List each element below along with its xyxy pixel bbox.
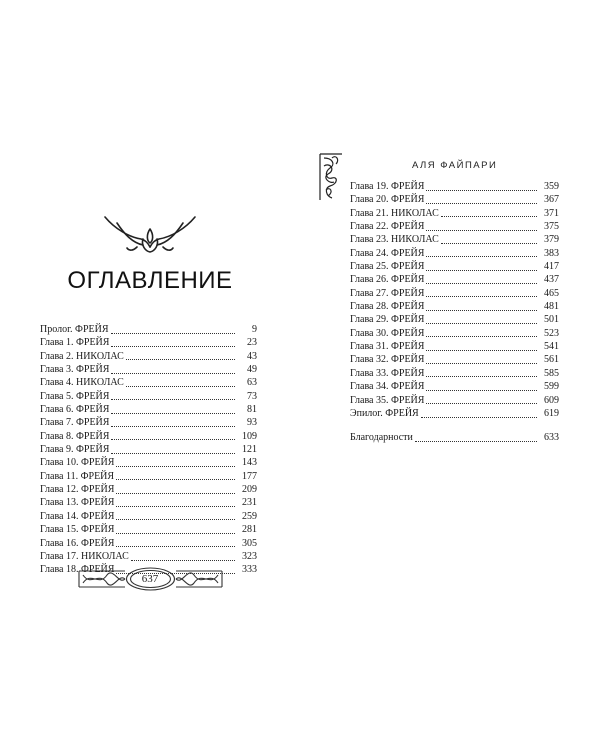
toc-entry-page: 359 bbox=[544, 181, 559, 192]
horned-crest-icon bbox=[103, 215, 197, 255]
toc-entry-page: 417 bbox=[544, 261, 559, 273]
toc-leader-dots bbox=[116, 532, 235, 534]
toc-entry-page: 43 bbox=[247, 350, 257, 362]
toc-entry-page: 93 bbox=[247, 417, 257, 429]
toc-entry[interactable] bbox=[350, 260, 559, 273]
toc-leader-dots bbox=[441, 215, 537, 217]
toc-leader-dots bbox=[426, 389, 537, 391]
toc-entry-title: Глава 17. НИКОЛАС bbox=[40, 550, 129, 562]
toc-entry-title: Глава 16. ФРЕЙЯ bbox=[40, 537, 115, 549]
toc-entry-title: Глава 27. ФРЕЙЯ bbox=[350, 287, 425, 299]
toc-entry-title: Благодарности bbox=[350, 432, 413, 444]
toc-entry-page: 333 bbox=[242, 564, 257, 576]
toc-entry-title: Глава 30. ФРЕЙЯ bbox=[350, 327, 425, 339]
toc-entry[interactable] bbox=[350, 273, 559, 286]
toc-leader-dots bbox=[111, 452, 235, 454]
toc-leader-dots bbox=[426, 322, 537, 324]
toc-entry-page: 323 bbox=[242, 550, 257, 562]
toc-entry-page: 481 bbox=[544, 301, 559, 313]
toc-entry[interactable] bbox=[40, 336, 257, 349]
toc-leader-dots bbox=[126, 385, 235, 387]
toc-entry-title: Глава 8. ФРЕЙЯ bbox=[40, 430, 110, 442]
page-number: 637 bbox=[141, 573, 159, 585]
toc-entry-title: Глава 34. ФРЕЙЯ bbox=[350, 381, 425, 393]
toc-entry-page: 23 bbox=[247, 337, 257, 349]
toc-entry-title: Глава 29. ФРЕЙЯ bbox=[350, 314, 425, 326]
toc-entry-title: Глава 23. НИКОЛАС bbox=[350, 234, 439, 246]
toc-leader-dots bbox=[426, 189, 537, 191]
toc-leader-dots bbox=[111, 398, 235, 400]
toc-entry[interactable] bbox=[40, 537, 257, 550]
toc-entry-title: Глава 4. НИКОЛАС bbox=[40, 377, 124, 389]
toc-entry-page: 609 bbox=[544, 394, 559, 406]
toc-entry-page: 465 bbox=[544, 287, 559, 299]
toc-entry[interactable] bbox=[40, 390, 257, 403]
toc-leader-dots bbox=[111, 332, 235, 334]
toc-entry-page: 9 bbox=[252, 324, 257, 335]
toc-entry[interactable] bbox=[350, 367, 559, 380]
toc-entry-title: Глава 21. НИКОЛАС bbox=[350, 207, 439, 219]
toc-entry[interactable] bbox=[350, 233, 559, 246]
toc-entry-title: Глава 2. НИКОЛАС bbox=[40, 350, 124, 362]
toc-entry[interactable] bbox=[40, 510, 257, 523]
toc-entry-title: Глава 26. ФРЕЙЯ bbox=[350, 274, 425, 286]
toc-entry[interactable] bbox=[40, 443, 257, 456]
toc-entry-page: 305 bbox=[242, 537, 257, 549]
page-title: ОГЛАВЛЕНИЕ bbox=[67, 267, 233, 294]
toc-leader-dots bbox=[116, 492, 235, 494]
toc-entry-page: 121 bbox=[242, 444, 257, 456]
toc-leader-dots bbox=[426, 202, 537, 204]
toc-leader-dots bbox=[426, 362, 537, 364]
toc-entry[interactable] bbox=[350, 313, 559, 326]
toc-entry[interactable] bbox=[350, 287, 559, 300]
toc-entry-page: 599 bbox=[544, 381, 559, 393]
toc-entry-title: Глава 22. ФРЕЙЯ bbox=[350, 221, 425, 233]
toc-leader-dots bbox=[426, 255, 537, 257]
toc-leader-dots bbox=[131, 559, 235, 561]
toc-entry[interactable] bbox=[350, 207, 559, 220]
toc-entry[interactable] bbox=[40, 430, 257, 443]
celtic-knot-corner-icon bbox=[318, 152, 344, 202]
toc-entry-title: Глава 11. ФРЕЙЯ bbox=[40, 470, 115, 482]
toc-entry[interactable] bbox=[350, 220, 559, 233]
toc-entry-title: Глава 19. ФРЕЙЯ bbox=[350, 181, 425, 192]
toc-entry-page: 63 bbox=[247, 377, 257, 389]
toc-leader-dots bbox=[116, 545, 235, 547]
toc-entry[interactable] bbox=[350, 380, 559, 393]
toc-entry[interactable] bbox=[40, 350, 257, 363]
toc-entry-title: Эпилог. ФРЕЙЯ bbox=[350, 407, 419, 419]
toc-entry-title: Глава 13. ФРЕЙЯ bbox=[40, 497, 115, 509]
toc-entry[interactable] bbox=[350, 327, 559, 340]
toc-entry[interactable] bbox=[40, 456, 257, 469]
toc-entry-page: 49 bbox=[247, 364, 257, 376]
toc-entry-title: Глава 32. ФРЕЙЯ bbox=[350, 354, 425, 366]
toc-entry-page: 81 bbox=[247, 404, 257, 416]
toc-entry-title: Глава 35. ФРЕЙЯ bbox=[350, 394, 425, 406]
toc-entry-title: Глава 3. ФРЕЙЯ bbox=[40, 364, 110, 376]
toc-entry-page: 633 bbox=[544, 432, 559, 444]
toc-entry[interactable] bbox=[40, 416, 257, 429]
toc-entry[interactable] bbox=[350, 340, 559, 353]
toc-entry-title: Глава 25. ФРЕЙЯ bbox=[350, 261, 425, 273]
toc-leader-dots bbox=[111, 345, 235, 347]
toc-leader-dots bbox=[426, 229, 537, 231]
toc-leader-dots bbox=[126, 358, 235, 360]
toc-entry[interactable] bbox=[40, 496, 257, 509]
toc-entry[interactable] bbox=[350, 407, 559, 420]
toc-leader-dots bbox=[441, 242, 537, 244]
toc-entry-title: Глава 15. ФРЕЙЯ bbox=[40, 524, 115, 536]
toc-entry[interactable] bbox=[350, 300, 559, 313]
toc-list-left bbox=[40, 323, 257, 577]
toc-leader-dots bbox=[421, 416, 537, 418]
toc-entry-page: 437 bbox=[544, 274, 559, 286]
toc-leader-dots bbox=[426, 295, 537, 297]
toc-leader-dots bbox=[116, 518, 235, 520]
toc-entry[interactable] bbox=[40, 550, 257, 563]
toc-entry-page: 561 bbox=[544, 354, 559, 366]
toc-entry-page: 523 bbox=[544, 327, 559, 339]
toc-entry-page: 259 bbox=[242, 510, 257, 522]
toc-entry[interactable] bbox=[350, 353, 559, 366]
toc-entry-title: Глава 9. ФРЕЙЯ bbox=[40, 444, 110, 456]
toc-entry[interactable] bbox=[350, 193, 559, 206]
running-header: АЛЯ ФАЙПАРИ bbox=[412, 160, 498, 171]
toc-leader-dots bbox=[116, 505, 235, 507]
toc-entry-title: Глава 1. ФРЕЙЯ bbox=[40, 337, 110, 349]
toc-entry-page: 73 bbox=[247, 390, 257, 402]
toc-entry[interactable] bbox=[40, 523, 257, 536]
toc-entry-title: Пролог. ФРЕЙЯ bbox=[40, 324, 109, 335]
toc-entry-page: 209 bbox=[242, 484, 257, 496]
toc-leader-dots bbox=[426, 282, 537, 284]
toc-leader-dots bbox=[111, 372, 235, 374]
toc-leader-dots bbox=[426, 335, 537, 337]
toc-list-right bbox=[350, 180, 559, 445]
toc-leader-dots bbox=[426, 375, 537, 377]
toc-entry-page: 371 bbox=[544, 207, 559, 219]
toc-entry[interactable] bbox=[40, 323, 257, 336]
toc-entry-title: Глава 12. ФРЕЙЯ bbox=[40, 484, 115, 496]
toc-entry-page: 281 bbox=[242, 524, 257, 536]
toc-entry-page: 143 bbox=[242, 457, 257, 469]
toc-entry[interactable] bbox=[40, 403, 257, 416]
toc-entry-title: Глава 6. ФРЕЙЯ bbox=[40, 404, 110, 416]
toc-entry-page: 375 bbox=[544, 221, 559, 233]
toc-leader-dots bbox=[111, 425, 235, 427]
toc-entry-title: Глава 31. ФРЕЙЯ bbox=[350, 341, 425, 353]
toc-leader-dots bbox=[116, 465, 235, 467]
toc-entry[interactable] bbox=[40, 483, 257, 496]
toc-entry[interactable] bbox=[350, 180, 559, 193]
toc-leader-dots bbox=[415, 440, 537, 442]
toc-leader-dots bbox=[111, 412, 235, 414]
toc-entry-page: 177 bbox=[242, 470, 257, 482]
toc-entry-title: Глава 20. ФРЕЙЯ bbox=[350, 194, 425, 206]
toc-entry-page: 379 bbox=[544, 234, 559, 246]
toc-entry-title: Глава 10. ФРЕЙЯ bbox=[40, 457, 115, 469]
toc-leader-dots bbox=[426, 402, 537, 404]
toc-entry[interactable] bbox=[40, 470, 257, 483]
toc-entry[interactable] bbox=[40, 376, 257, 389]
toc-entry-title: Глава 5. ФРЕЙЯ bbox=[40, 390, 110, 402]
toc-leader-dots bbox=[111, 438, 235, 440]
toc-entry-title: Глава 33. ФРЕЙЯ bbox=[350, 367, 425, 379]
toc-entry[interactable] bbox=[40, 363, 257, 376]
toc-entry-page: 585 bbox=[544, 367, 559, 379]
toc-leader-dots bbox=[426, 269, 537, 271]
toc-entry-title: Глава 28. ФРЕЙЯ bbox=[350, 301, 425, 313]
toc-entry[interactable] bbox=[350, 247, 559, 260]
toc-entry-page: 109 bbox=[242, 430, 257, 442]
toc-entry-page: 501 bbox=[544, 314, 559, 326]
toc-entry-page: 383 bbox=[544, 247, 559, 259]
toc-entry-page: 231 bbox=[242, 497, 257, 509]
toc-leader-dots bbox=[426, 309, 537, 311]
toc-entry-title: Глава 24. ФРЕЙЯ bbox=[350, 247, 425, 259]
toc-entry[interactable] bbox=[350, 431, 559, 444]
toc-entry-page: 541 bbox=[544, 341, 559, 353]
toc-leader-dots bbox=[426, 349, 537, 351]
toc-entry-page: 619 bbox=[544, 407, 559, 419]
toc-entry-title: Глава 14. ФРЕЙЯ bbox=[40, 510, 115, 522]
toc-entry-title: Глава 7. ФРЕЙЯ bbox=[40, 417, 110, 429]
toc-entry-title: Глава 18. ФРЕЙЯ bbox=[40, 564, 115, 576]
toc-leader-dots bbox=[116, 478, 235, 480]
toc-entry[interactable] bbox=[350, 394, 559, 407]
toc-entry-page: 367 bbox=[544, 194, 559, 206]
